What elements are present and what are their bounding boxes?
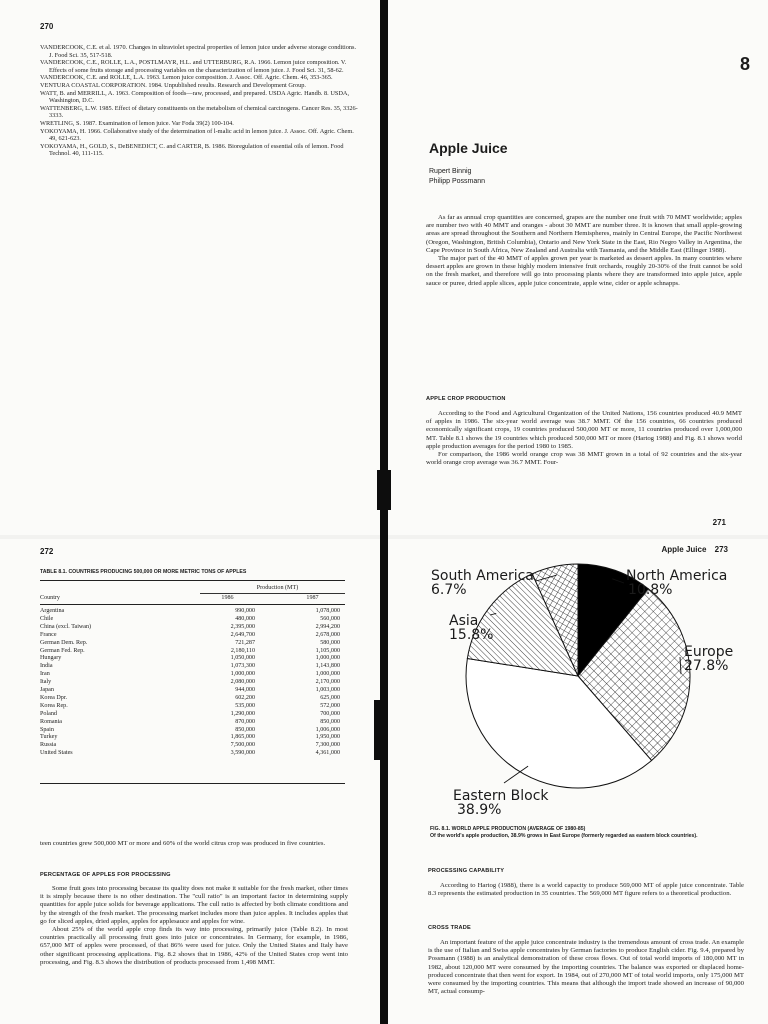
production-1987-cell: 1,006,000	[315, 726, 340, 733]
continuation-text	[40, 840, 348, 848]
production-1986-cell: 1,865,000	[230, 734, 255, 741]
spine-shadow	[377, 470, 391, 510]
section-text	[40, 885, 348, 967]
production-1987-cell: 2,994,200	[315, 623, 340, 630]
section-text	[426, 410, 742, 467]
production-1986-cell: 1,073,300	[230, 663, 255, 670]
country-cell: Spain	[40, 726, 54, 733]
table-rule	[40, 604, 345, 605]
slice-label-south-america	[431, 569, 534, 597]
paragraph: For comparison, the 1986 world orange crop was 38 MMT grown in a total of 92 countries and the six-year world orange crop average was 36.7 MMT. Four-	[426, 451, 742, 467]
paragraph: About 25% of the world apple crop finds its way into processing, primarily juice (Table 8.2). In most countries practically all processing fruit goes into juice or concentrates. In Germany, for example, in 1986, 657,000 MT of apples were processed, of that 86% were used for juice. Only the United States and Italy have other significant processing applications. Fig. 8.2 shows that in 1986, 42% of the United States crop went into processing, and Fig. 8.3 shows the distribution of products processed from 1,498 MMT.	[40, 926, 348, 966]
section-text	[428, 882, 744, 898]
table-row	[40, 663, 345, 671]
country-cell: United States	[40, 750, 73, 757]
table-title: TABLE 8.1. COUNTRIES PRODUCING 500,000 OR MORE METRIC TONS OF APPLES	[40, 569, 247, 575]
production-1987-cell: 1,105,000	[315, 647, 340, 654]
slice-value: 27.8%	[684, 658, 729, 674]
slice-label-north-america	[626, 569, 727, 597]
section-heading: PERCENTAGE OF APPLES FOR PROCESSING	[40, 872, 171, 878]
reference-item: VANDERCOOK, C.E., ROLLE, L.A., POSTLMAYR, H.L. and UTTERBURG, R.A. 1966. Lemon juice composition. V. Effects of some fruits storage and processing variables on the characterization of lemon juice. J. Food Sci. 31, 58-62.	[40, 59, 347, 74]
reference-item: WATTENBERG, L.W. 1985. Effect of dietary constituents on the metabolism of chemical carcinogens. Cancer Res. 35, 3326-3333.	[40, 104, 358, 120]
page-number: 271	[712, 518, 726, 527]
author-name: Rupert Binnig	[429, 168, 472, 175]
author-name: Philipp Possmann	[429, 178, 486, 185]
production-1987-cell: 625,000	[320, 694, 340, 701]
country-cell: Russia	[40, 742, 57, 749]
figure-caption	[430, 826, 748, 840]
production-1987-cell: 580,000	[320, 639, 340, 646]
slice-name: North America	[626, 568, 728, 584]
production-1986-cell: 1,000,000	[230, 671, 255, 678]
paragraph: An important feature of the apple juice concentrate industry is the tremendous amount of cross trade. An example is the use of Italian and Swiss apple concentrates by German factories to produce English cider. Fig. 9.4, prepared by Possmann (1988) is an analytical demonstration of these cross flows. Out of total world imports of 180,000 MT in 1982, about 120,000 MT were consumed by the importing countries. The balance was exported or displaced home-produced concentrate that then went for export. In 1984, out of 270,000 MT of total world imports, only 175,000 MT were consumed by the importing countries. This means that although the import trade showed an increase of 90,000 MT, actual consump-	[428, 939, 744, 996]
production-1987-cell: 1,078,000	[315, 608, 340, 614]
table-row	[40, 679, 345, 687]
production-1986-cell: 721,287	[235, 639, 255, 646]
page-number: 272	[40, 547, 54, 556]
table-row	[40, 742, 345, 750]
column-header: Country	[40, 595, 60, 601]
reference-item: VANDERCOOK, C.E. et al. 1970. Changes in ultraviolet spectral properties of lemon juice under adverse storage conditions. J. Food Sci. 35, 517-518.	[40, 44, 357, 59]
slice-label-europe	[684, 645, 733, 673]
slice-label-eastern-block	[453, 789, 549, 817]
production-1986-cell: 535,000	[235, 702, 255, 709]
country-cell: Korea Dpr.	[40, 694, 68, 701]
production-1987-cell: 1,143,800	[315, 663, 340, 670]
country-cell: Iran	[40, 671, 50, 678]
country-cell: Chile	[40, 615, 54, 622]
book-spine	[380, 0, 388, 1024]
production-1986-cell: 2,180,110	[230, 647, 255, 654]
slice-value: 38.9%	[457, 802, 502, 818]
section-heading: PROCESSING CAPABILITY	[428, 868, 505, 874]
production-1986-cell: 990,000	[235, 608, 255, 614]
table-row	[40, 624, 345, 632]
table-row	[40, 687, 345, 695]
production-1987-cell: 1,950,000	[315, 734, 340, 741]
table-row	[40, 616, 345, 624]
intro-text	[426, 214, 742, 288]
column-group-header: Production (MT)	[256, 585, 299, 591]
production-1986-cell: 7,500,000	[230, 742, 255, 749]
production-1986-cell: 3,590,000	[230, 750, 255, 757]
production-1987-cell: 1,003,000	[315, 687, 340, 693]
table-row	[40, 711, 345, 719]
country-cell: Argentina	[40, 608, 65, 614]
section-heading: APPLE CROP PRODUCTION	[426, 396, 506, 402]
table-row	[40, 703, 345, 711]
reference-item: YOKOYAMA, H. 1966. Collaborative study of the determination of l-malic acid in lemon juice. J. Assoc. Off. Agric. Chem. 49, 621-623.	[40, 127, 354, 143]
paragraph: The major part of the 40 MMT of apples grown per year is marketed as dessert apples. In many countries where dessert apples are grown in these highly modern intensive fruit orchards, roughly 20-30% of the fruit cannot be sold on the fresh market, and therefore will go into processing plants where they are transformed into apple juice, apple sauce or puree, dried apple slices, apple juice concentrate, apple wine, cider or apple schnapps.	[426, 255, 742, 287]
table-row	[40, 750, 345, 758]
production-1987-cell: 1,000,000	[315, 655, 340, 662]
production-1987-cell: 560,000	[320, 615, 340, 622]
slice-name: Eastern Block	[453, 788, 549, 804]
page-270	[0, 0, 382, 535]
country-cell: India	[40, 663, 53, 670]
running-head-title: Apple Juice	[661, 545, 707, 554]
production-1986-cell: 1,290,000	[230, 710, 255, 717]
table-rule	[40, 580, 345, 581]
paragraph: According to the Food and Agricultural Organization of the United Nations, 156 countries produced 40.9 MMT of apples in 1986. The six-year world average was 38.7 MMT. Of the 156 countries, 66 countries produced economically significant crops, 19 countries produced 500,000 MT or more, 11 countries produced over 1,000,000 MT. Table 8.1 shows the 19 countries which produced 500,000 MT or more (Hartog 1988) and Fig. 8.1 shows world apple production averages for the period 1980 to 1985.	[426, 410, 742, 450]
slice-name: Asia	[449, 613, 479, 629]
paragraph: Some fruit goes into processing because its quality does not make it suitable for the fresh market, other times it is simply because there is no other destination. The "cull ratio" is an important factor in determining supply quantities for apple juice solids for beverage applications. The cull ratio is affected by both climate conditions and by the strength of the fresh market. The processing market includes more than juice apples. It includes apples that go for sliced apples, dried apples, apples for applesauce and apples for wine.	[40, 885, 348, 925]
chapter-title: Apple Juice	[429, 140, 508, 156]
section-heading: CROSS TRADE	[428, 925, 471, 931]
section-text	[428, 939, 744, 996]
production-1987-cell: 1,000,000	[315, 671, 340, 678]
slice-value: 10.8%	[628, 582, 673, 598]
production-1987-cell: 572,000	[320, 702, 340, 709]
production-1987-cell: 4,361,000	[315, 750, 340, 757]
table-row	[40, 632, 345, 640]
table-row	[40, 608, 345, 616]
spine-shadow	[374, 700, 388, 760]
paragraph: teen countries grew 500,000 MT or more and 60% of the world citrus crop was produced in five countries.	[40, 840, 326, 847]
table-row	[40, 655, 345, 663]
country-cell: Italy	[40, 679, 52, 686]
table-body	[40, 608, 345, 778]
slice-name: Europe	[684, 644, 734, 660]
column-header: 1987	[306, 595, 319, 601]
country-cell: Turkey	[40, 734, 58, 741]
production-1986-cell: 870,000	[235, 718, 255, 725]
production-1987-cell: 7,300,000	[315, 742, 340, 749]
reference-list	[40, 44, 360, 158]
production-1987-cell: 2,678,000	[315, 631, 340, 638]
country-cell: German Dem. Rep.	[40, 639, 88, 646]
production-1986-cell: 2,080,000	[230, 679, 255, 686]
table-row	[40, 727, 345, 735]
production-1986-cell: 2,649,700	[230, 631, 255, 638]
country-cell: Poland	[40, 710, 57, 717]
reference-item: YOKOYAMA, H., GOLD, S., DeBENEDICT, C. and CARTER, B. 1986. Bioregulation of essential oils of lemon. Food Technol. 40, 111-115.	[40, 142, 344, 158]
country-cell: German Fed. Rep.	[40, 647, 85, 654]
table-row	[40, 648, 345, 656]
production-1986-cell: 480,000	[235, 615, 255, 622]
table-row	[40, 734, 345, 742]
production-1987-cell: 850,000	[320, 718, 340, 725]
country-cell: France	[40, 631, 57, 638]
country-cell: China (excl. Taiwan)	[40, 623, 92, 630]
table-row	[40, 671, 345, 679]
production-1987-cell: 700,000	[320, 710, 340, 717]
column-header: 1986	[221, 595, 234, 601]
page-number: 273	[714, 545, 728, 554]
country-cell: Korea Rep.	[40, 702, 68, 709]
page-271	[386, 0, 768, 535]
country-cell: Romania	[40, 718, 63, 725]
reference-item: VANDERCOOK, C.E. and ROLLE, L.A. 1963. Lemon juice composition. J. Assoc. Off. Agric. Chem. 46, 353-365.	[40, 74, 333, 82]
production-1986-cell: 2,395,000	[230, 623, 255, 630]
country-cell: Japan	[40, 687, 54, 693]
country-cell: Hungary	[40, 655, 62, 662]
table-row	[40, 640, 345, 648]
production-1986-cell: 850,000	[235, 726, 255, 733]
slice-label-asia	[449, 614, 493, 642]
slice-value: 6.7%	[431, 582, 467, 598]
production-1986-cell: 602,200	[235, 694, 255, 701]
production-1986-cell: 944,000	[235, 687, 255, 693]
table-row	[40, 695, 345, 703]
figure-caption-text: Of the world's apple production, 38.9% grows in East Europe (formerly regarded as eastern block countries).	[430, 833, 698, 839]
reference-item: VENTURA COASTAL CORPORATION. 1984. Unpublished results. Research and Development Group.	[40, 81, 306, 89]
page-number: 270	[40, 22, 54, 31]
paragraph: According to Hartog (1988), there is a world capacity to produce 569,000 MT of apple juice concentrate. Table 8.3 represents the estimated production in 35 countries. The 569,000 MT figure refers to a theoretical production.	[428, 882, 744, 898]
figure-caption-title: FIG. 8.1. WORLD APPLE PRODUCTION (AVERAGE OF 1980-85)	[430, 826, 586, 832]
production-1986-cell: 1,050,000	[230, 655, 255, 662]
table-row	[40, 719, 345, 727]
production-1987-cell: 2,170,000	[315, 679, 340, 686]
chapter-number: 8	[739, 54, 750, 74]
table-rule	[40, 783, 345, 784]
reference-item: WRETLING, S. 1987. Examination of lemon juice. Var Foda 39(2) 100-104.	[40, 119, 234, 127]
slice-name: South America	[431, 568, 534, 584]
reference-item: WATT, B. and MERRILL, A. 1963. Composition of foods—raw, processed, and prepared. USDA Agric. Handb. 8. USDA, Washington, D.C.	[40, 89, 350, 105]
paragraph: As far as annual crop quantities are concerned, grapes are the number one fruit with 70 MMT worldwide; apples are number two with 40 MMT and oranges - about 30 MMT are number three. It is known that small apple-growing areas are spread throughout the Southern and Northern Hemispheres, mainly in Central Europe, the Pacific Northwest (Oregon, Washington, British Columbia), Ontario and New York State in the East, Rio Negro Valley in Argentina, the Cape Province in South Africa, New Zealand and Australia with Tasmania, and the Middle East (Ellinger 1988).	[426, 214, 742, 254]
slice-value: 15.8%	[449, 627, 494, 643]
